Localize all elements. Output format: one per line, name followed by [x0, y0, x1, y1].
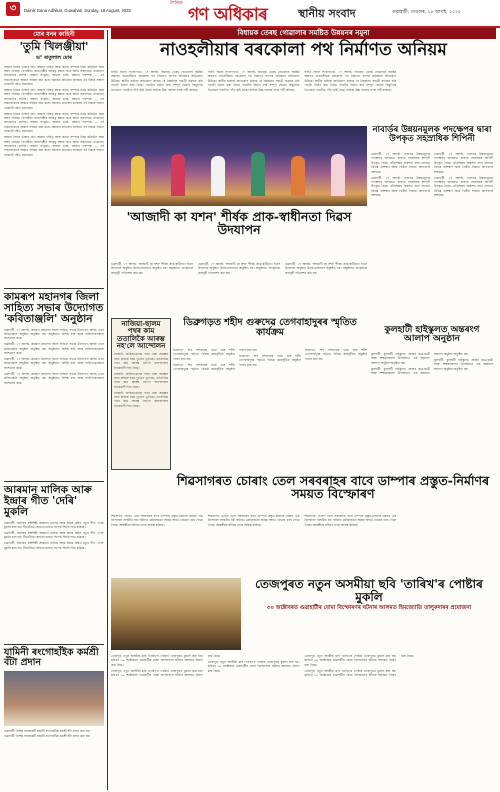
- article-subhead: ৩০ অক্টোবৰত গুৱাহাটীৰ বোমা বিস্ফোৰণৰ ঘটনাৰ আলমত হিমজ্যোতি তালুকদাৰৰ প্ৰযোজনা: [266, 605, 472, 612]
- body-paragraph: গুৱাহাটী: জনপ্ৰিয় কণ্ঠশিল্পী আৰমান মালিক আৰু ইন্দ্ৰাৰ কণ্ঠত নতুন গীত 'দেৰি' মুকলি কৰা হয়। গীতটোৱে শ্ৰোতাৰ মাজত ব্যাপক সঁহাৰি লাভ কৰিছে।: [4, 520, 104, 530]
- body-paragraph: কুলহাটী: কুলহাটী হাইস্কুলত প্ৰাক্তন ছাত্ৰ-ছাত্ৰী আৰু শিক্ষকসকলৰ উপস্থিতিত এক অন্তৰংগ আলাপ অনুষ্ঠান অনুষ্ঠিত হয়।: [434, 357, 493, 371]
- body-paragraph: গুৱাহাটী, ১৭ আগষ্ট: নাবাৰ্ডৰ উন্নয়নমুলক পদক্ষেপৰ জৰিয়তে ৰাজ্যৰ সহস্ৰাধিক শিপিনী উপকৃত হৈছে। তাঁতশিল্পৰ বিকাশৰ বাবে নাবাৰ্ডে বিভিন্ন প্ৰশিক্ষণ আৰু বিত্তীয় সাহায্য আগবঢ়াই আহিছে।: [434, 175, 493, 198]
- divider: [4, 481, 104, 482]
- performer-figure: [131, 156, 145, 196]
- body-paragraph: তেজপুৰ: নতুন অসমীয়া ছবি 'তাৰিখ'ৰ পোষ্টাৰ তেজপুৰত মুকলি কৰা হয়। ছবিখন ৩০ অক্টোবৰৰ গুৱাহাটীৰ বোমা বিস্ফোৰণৰ ঘটনাৰ আলমত নিৰ্মাণ কৰা হৈছে।: [304, 654, 397, 667]
- body-paragraph: গুৱাহাটী, ১৭ আগষ্ট: কামৰূপ মহানগৰ জিলা সাহিত্য সভাৰ উদ্যোগত আজি এখন কবিতাঞ্জলি অনুষ্ঠান অনুষ্ঠিত হয়। অনুষ্ঠানত বিশিষ্ট কবি আৰু সাহিত্যিকসকলে অংশগ্ৰহণ কৰে।: [4, 371, 104, 385]
- nazia-box: [111, 318, 171, 470]
- article-body: [173, 348, 367, 470]
- body-paragraph: ডিব্ৰুগড়: শিখ সম্প্ৰদায়ৰ নৱম গুৰু শহীদ তেগবাহাদুৰৰ স্মৃতিত বিভিন্ন কাৰ্যসূচীৰে অনুষ্ঠান পালন কৰা হয়।: [305, 348, 367, 361]
- body-paragraph: আমাৰ নিজৰ ভাষাৰ প্ৰতি আমাৰ দায়িত্ব আৰু কৰ্তব্য সম্পৰ্কে চিন্তা কৰিবলৈ সময় আহি পৰিছে। খিলঞ্জীয়া জনগোষ্ঠীৰ অস্তিত্ব ৰক্ষাৰ বাবে আমি সকলোৱে একেলগে আগবাঢ়িব লাগিব। আমাৰ সংস্কৃতি, আমাৰ ভাষা, আমাৰ পৰম্পৰা — এই সকলোবোৰে আমাৰ পৰিচয় বহন কৰে। সমাজৰ প্ৰতিজন ব্যক্তিয়ে এই বিষয়ে সজাগ হোৱাটো অতি প্ৰয়োজন।: [4, 135, 104, 157]
- body-paragraph: নগাঁও জিলা সংবাদদাতা, ১৭ আগষ্ট: বিধায়ক তেৰছ গোৱালাৰ সমষ্টিৰ অন্তৰ্গত নাওহলীয়াৰ বৰকোলা পথ নিৰ্মাণত ব্যাপক অনিয়মৰ অভিযোগ উঠিছে। স্থানীয় ৰাইজে অভিযোগ কৰিছে যে নিম্নমানৰ সামগ্ৰী ব্যৱহাৰ কৰি পথটো নিৰ্মাণ কৰা হৈছে। পথটোৰ নিৰ্মাণ কাৰ্য সম্পূৰ্ণ হোৱাৰ কিছুদিনৰ ভিতৰতে পথটোত গাঁত সৃষ্টি হৈছে। ৰাইজে উচ্চ পৰ্যায়ৰ তদন্ত দাবী কৰিছে।: [207, 70, 300, 92]
- body-paragraph: শিৱসাগৰ: চোৰাং তেল সৰবৰাহৰ বাবে ডাম্পাৰ প্ৰস্তুত-নিৰ্মাণৰ সময়ত এক বিস্ফোৰণ সংঘটিত হয়। ঘটনাত কেইবাজনো শ্ৰমিক আহত হোৱাৰ খবৰ পোৱা গৈছে। আৰক্ষীয়ে ঘটনাৰ তদন্ত আৰম্ভ কৰিছে।: [111, 514, 203, 527]
- body-paragraph: গুৱাহাটী, ১৭ আগষ্ট: কামৰূপ মহানগৰ জিলা সাহিত্য সভাৰ উদ্যোগত আজি এখন কবিতাঞ্জলি অনুষ্ঠান অনুষ্ঠিত হয়। অনুষ্ঠানত বিশিষ্ট কবি আৰু সাহিত্যিকসকলে অংশগ্ৰহণ কৰে।: [4, 357, 104, 370]
- article-body: [371, 352, 493, 470]
- kalahati-article: [371, 326, 493, 345]
- page-number: ৩: [6, 2, 20, 16]
- tezpur-article: [245, 578, 493, 613]
- body-paragraph: গুৱাহাটী, ১৭ আগষ্ট: নাবাৰ্ডৰ উন্নয়নমুলক পদক্ষেপৰ জৰিয়তে ৰাজ্যৰ সহস্ৰাধিক শিপিনী উপকৃত হৈছে। তাঁতশিল্পৰ বিকাশৰ বাবে নাবাৰ্ডে বিভিন্ন প্ৰশিক্ষণ আৰু বিত্তীয় সাহায্য আগবঢ়াই আহিছে।: [434, 152, 493, 174]
- body-paragraph: গুৱাহাটী, ১৭ আগষ্ট: 'আজাদী কা যশন' শীৰ্ষক প্ৰাক-স্বাধীনতা দিৱস উদযাপন অনুষ্ঠান উলহ-মালহেৰে অনুষ্ঠিত হয়। অনুষ্ঠানত সাংস্কৃতিক কাৰ্যসূচী পৰিবেশন কৰা হয়।: [198, 262, 280, 275]
- article-body: [111, 654, 493, 788]
- performer-figure: [171, 154, 185, 196]
- body-paragraph: আমাৰ নিজৰ ভাষাৰ প্ৰতি আমাৰ দায়িত্ব আৰু কৰ্তব্য সম্পৰ্কে চিন্তা কৰিবলৈ সময় আহি পৰিছে। খিলঞ্জীয়া জনগোষ্ঠীৰ অস্তিত্ব ৰক্ষাৰ বাবে আমি সকলোৱে একেলগে আগবাঢ়িব লাগিব। আমাৰ সংস্কৃতি, আমাৰ ভাষা, আমাৰ পৰম্পৰা — এই সকলোবোৰে আমাৰ পৰিচয় বহন কৰে। সমাজৰ প্ৰতিজন ব্যক্তিয়ে এই বিষয়ে সজাগ হোৱাটো অতি প্ৰয়োজন।: [4, 64, 104, 87]
- performer-figure: [251, 152, 265, 196]
- body-paragraph: হোজাই: নাজিয়া-ছালম পথৰ বেয়া অৱস্থাৰ বাবে ৰাইজে চৰম দুৰ্ভোগ ভুগিছে। ততালিকৈ পথৰ কাম আৰম্ভ নহ'লে আন্দোলনৰ সতৰ্কবাণী দিয়া হৈছে।: [114, 371, 168, 389]
- article-headline: শিৱসাগৰত চোৰাং তেল সৰবৰাহৰ বাবে ডাম্পাৰ প্ৰস্তুত-নিৰ্মাণৰ সময়ত বিস্ফোৰণ: [176, 473, 490, 502]
- body-paragraph: শিৱসাগৰ: চোৰাং তেল সৰবৰাহৰ বাবে ডাম্পাৰ প্ৰস্তুত-নিৰ্মাণৰ সময়ত এক বিস্ফোৰণ সংঘটিত হয়। ঘটনাত কেইবাজনো শ্ৰমিক আহত হোৱাৰ খবৰ পোৱা গৈছে। আৰক্ষীয়ে ঘটনাৰ তদন্ত আৰম্ভ কৰিছে।: [304, 514, 397, 527]
- body-paragraph: গুৱাহাটী: বিশিষ্ট সমাজকৰ্মী যামিনী ৰংগোহাঁইক কৰ্মশ্ৰী বঁটা প্ৰদান কৰা হয়।: [4, 728, 91, 733]
- article-byline: ড° ৰাতুলাল মোৰ: [36, 54, 72, 61]
- article-headline: যামিনী ৰংগোহাঁইক কৰ্মশ্ৰী বঁটা প্ৰদান: [4, 646, 99, 668]
- body-paragraph: গুৱাহাটী: জনপ্ৰিয় কণ্ঠশিল্পী আৰমান মালিক আৰু ইন্দ্ৰাৰ কণ্ঠত নতুন গীত 'দেৰি' মুকলি কৰা হয়। গীতটোৱে শ্ৰোতাৰ মাজত ব্যাপক সঁহাৰি লাভ কৰিছে।: [4, 530, 104, 540]
- body-paragraph: গুৱাহাটী, ১৭ আগষ্ট: 'আজাদী কা যশন' শীৰ্ষক প্ৰাক-স্বাধীনতা দিৱস উদযাপন অনুষ্ঠান উলহ-মালহেৰে অনুষ্ঠিত হয়। অনুষ্ঠানত সাংস্কৃতিক কাৰ্যসূচী পৰিবেশন কৰা হয়।: [285, 262, 367, 275]
- divider: [4, 644, 104, 645]
- body-paragraph: গুৱাহাটী, ১৭ আগষ্ট: 'আজাদী কা যশন' শীৰ্ষক প্ৰাক-স্বাধীনতা দিৱস উদযাপন অনুষ্ঠান উলহ-মালহেৰে অনুষ্ঠিত হয়। অনুষ্ঠানত সাংস্কৃতিক কাৰ্যসূচী পৰিবেশন কৰা হয়।: [111, 262, 193, 275]
- section-name: স্থানীয় সংবাদ: [298, 7, 356, 20]
- article-body: [4, 729, 104, 789]
- nabard-article: [371, 126, 493, 144]
- masthead-small-label: দৈনিক: [170, 0, 183, 6]
- article-headline: নাবাৰ্ডৰ উন্নয়নমুলক পদক্ষেপৰ দ্বাৰা উপকৃত সহস্ৰাধিক শিপিনী: [372, 125, 492, 144]
- lead-headline: নাওহলীয়াৰ বৰকোলা পথ নিৰ্মাণত অনিয়ম: [160, 40, 447, 60]
- article-headline: 'তুমি খিলঞ্জীয়া': [19, 40, 89, 53]
- article-headline: কুলহাটী হাইস্কুলত অন্তৰংগ আলাপ অনুষ্ঠান: [384, 325, 480, 345]
- article-body: [4, 521, 104, 641]
- divider: [4, 288, 104, 289]
- body-paragraph: হোজাই: নাজিয়া-ছালম পথৰ বেয়া অৱস্থাৰ বাবে ৰাইজে চৰম দুৰ্ভোগ ভুগিছে। ততালিকৈ পথৰ কাম আৰম্ভ নহ'লে আন্দোলনৰ সতৰ্কবাণী দিয়া হৈছে।: [114, 390, 168, 408]
- lead-story: [111, 28, 496, 60]
- body-paragraph: গুৱাহাটী: জনপ্ৰিয় কণ্ঠশিল্পী আৰমান মালিক আৰু ইন্দ্ৰাৰ কণ্ঠত নতুন গীত 'দেৰি' মুকলি কৰা হয়। গীতটোৱে শ্ৰোতাৰ মাজত ব্যাপক সঁহাৰি লাভ কৰিছে।: [4, 541, 104, 550]
- article-body: [114, 352, 168, 462]
- body-paragraph: তেজপুৰ: নতুন অসমীয়া ছবি 'তাৰিখ'ৰ পোষ্টাৰ তেজপুৰত মুকলি কৰা হয়। ছবিখন ৩০ অক্টোবৰৰ গুৱাহাটীৰ বোমা বিস্ফোৰণৰ ঘটনাৰ আলমত নিৰ্মাণ কৰা হৈছে।: [304, 654, 414, 678]
- masthead: [0, 0, 500, 28]
- body-paragraph: আমাৰ নিজৰ ভাষাৰ প্ৰতি আমাৰ দায়িত্ব আৰু কৰ্তব্য সম্পৰ্কে চিন্তা কৰিবলৈ সময় আহি পৰিছে। খিলঞ্জীয়া জনগোষ্ঠীৰ অস্তিত্ব ৰক্ষাৰ বাবে আমি সকলোৱে একেলগে আগবাঢ়িব লাগিব। আমাৰ সংস্কৃতি, আমাৰ ভাষা, আমাৰ পৰম্পৰা — এই সকলোবোৰে আমাৰ পৰিচয় বহন কৰে। সমাজৰ প্ৰতিজন ব্যক্তিয়ে এই বিষয়ে সজাগ হোৱাটো অতি প্ৰয়োজন।: [4, 88, 104, 110]
- body-paragraph: গুৱাহাটী, ১৭ আগষ্ট: নাবাৰ্ডৰ উন্নয়নমুলক পদক্ষেপৰ জৰিয়তে ৰাজ্যৰ সহস্ৰাধিক শিপিনী উপকৃত হৈছে। তাঁতশিল্পৰ বিকাশৰ বাবে নাবাৰ্ডে বিভিন্ন প্ৰশিক্ষণ আৰু বিত্তীয় সাহায্য আগবঢ়াই আহিছে।: [371, 152, 430, 174]
- body-paragraph: আমাৰ নিজৰ ভাষাৰ প্ৰতি আমাৰ দায়িত্ব আৰু কৰ্তব্য সম্পৰ্কে চিন্তা কৰিবলৈ সময় আহি পৰিছে। খিলঞ্জীয়া জনগোষ্ঠীৰ অস্তিত্ব ৰক্ষাৰ বাবে আমি সকলোৱে একেলগে আগবাঢ়িব লাগিব। আমাৰ সংস্কৃতি, আমাৰ ভাষা, আমাৰ পৰম্পৰা — এই সকলোবোৰে আমাৰ পৰিচয় বহন কৰে। সমাজৰ প্ৰতিজন ব্যক্তিয়ে এই বিষয়ে সজাগ হোৱাটো অতি প্ৰয়োজন।: [4, 111, 104, 134]
- cultural-event-photo: [111, 126, 367, 206]
- article-headline: আৰমান মালিক আৰু ইন্দ্ৰাৰ গীত 'দেৰি' মুকলি: [4, 483, 92, 518]
- sibsagar-article: [173, 474, 493, 500]
- article-body: [111, 262, 367, 316]
- body-paragraph: ডিব্ৰুগড়: শিখ সম্প্ৰদায়ৰ নৱম গুৰু শহীদ তেগবাহাদুৰৰ স্মৃতিত বিভিন্ন কাৰ্যসূচীৰে অনুষ্ঠান পালন কৰা হয়।: [173, 348, 235, 361]
- body-paragraph: কুলহাটী: কুলহাটী হাইস্কুলত প্ৰাক্তন ছাত্ৰ-ছাত্ৰী আৰু শিক্ষকসকলৰ উপস্থিতিত এক অন্তৰংগ আলাপ অনুষ্ঠান অনুষ্ঠিত হয়।: [371, 352, 469, 376]
- lead-body: [111, 70, 493, 120]
- body-paragraph: তেজপুৰ: নতুন অসমীয়া ছবি 'তাৰিখ'ৰ পোষ্টাৰ তেজপুৰত মুকলি কৰা হয়। ছবিখন ৩০ অক্টোবৰৰ গুৱাহাটীৰ বোমা বিস্ফোৰণৰ ঘটনাৰ আলমত নিৰ্মাণ কৰা হৈছে।: [111, 654, 203, 667]
- article-headline: নাজিয়া-ছালম পথৰ কাম ততালিকৈ আৰম্ভ নহ'লে আন্দোলন: [116, 320, 166, 351]
- article-kicker: মোৰ মনৰ কাহিনী: [4, 30, 104, 39]
- performer-figure: [331, 154, 345, 196]
- performer-figure: [291, 156, 305, 196]
- masthead-subtitle: Dainik Gana Adhikar, Guwahati, Sunday, 18 August, 2025: [24, 8, 131, 13]
- article-headline: 'আজাদী কা যশন' শীৰ্ষক প্ৰাক-স্বাধীনতা দিৱস উদযাপন: [126, 209, 352, 238]
- column-rule: [107, 30, 108, 790]
- masthead-date: গুৱাহাটী, দেওবাৰ, ১৮ আগষ্ট, ২০২৫: [392, 10, 462, 15]
- body-paragraph: শিৱসাগৰ: চোৰাং তেল সৰবৰাহৰ বাবে ডাম্পাৰ প্ৰস্তুত-নিৰ্মাণৰ সময়ত এক বিস্ফোৰণ সংঘটিত হয়। ঘটনাত কেইবাজনো শ্ৰমিক আহত হোৱাৰ খবৰ পোৱা গৈছে। আৰক্ষীয়ে ঘটনাৰ তদন্ত আৰম্ভ কৰিছে।: [207, 514, 300, 527]
- azadi-article: [111, 210, 367, 236]
- masthead-title: গণ অধিকাৰ: [188, 5, 268, 25]
- body-paragraph: কুলহাটী: কুলহাটী হাইস্কুলত প্ৰাক্তন ছাত্ৰ-ছাত্ৰী আৰু শিক্ষকসকলৰ উপস্থিতিত এক অন্তৰংগ আলাপ অনুষ্ঠান অনুষ্ঠিত হয়।: [371, 352, 430, 365]
- lead-kicker: বিধায়ক তেৰছ গোৱালাৰ সমষ্টিত উন্নয়নৰ নমুনা: [111, 28, 496, 39]
- body-paragraph: ডিব্ৰুগড়: শিখ সম্প্ৰদায়ৰ নৱম গুৰু শহীদ তেগবাহাদুৰৰ স্মৃতিত বিভিন্ন কাৰ্যসূচীৰে অনুষ্ঠান পালন কৰা হয়।: [239, 353, 301, 367]
- performer-figure: [211, 156, 225, 196]
- dibrugarh-article: [173, 318, 367, 338]
- body-paragraph: নগাঁও জিলা সংবাদদাতা, ১৭ আগষ্ট: বিধায়ক তেৰছ গোৱালাৰ সমষ্টিৰ অন্তৰ্গত নাওহলীয়াৰ বৰকোলা পথ নিৰ্মাণত ব্যাপক অনিয়মৰ অভিযোগ উঠিছে। স্থানীয় ৰাইজে অভিযোগ কৰিছে যে নিম্নমানৰ সামগ্ৰী ব্যৱহাৰ কৰি পথটো নিৰ্মাণ কৰা হৈছে। পথটোৰ নিৰ্মাণ কাৰ্য সম্পূৰ্ণ হোৱাৰ কিছুদিনৰ ভিতৰতে পথটোত গাঁত সৃষ্টি হৈছে। ৰাইজে উচ্চ পৰ্যায়ৰ তদন্ত দাবী কৰিছে।: [111, 70, 203, 92]
- body-paragraph: তেজপুৰ: নতুন অসমীয়া ছবি 'তাৰিখ'ৰ পোষ্টাৰ তেজপুৰত মুকলি কৰা হয়। ছবিখন ৩০ অক্টোবৰৰ গুৱাহাটীৰ বোমা বিস্ফোৰণৰ ঘটনাৰ আলমত নিৰ্মাণ কৰা হৈছে।: [207, 659, 300, 673]
- body-paragraph: হোজাই: নাজিয়া-ছালম পথৰ বেয়া অৱস্থাৰ বাবে ৰাইজে চৰম দুৰ্ভোগ ভুগিছে। ততালিকৈ পথৰ কাম আৰম্ভ নহ'লে আন্দোলনৰ সতৰ্কবাণী দিয়া হৈছে।: [114, 352, 168, 370]
- body-paragraph: গুৱাহাটী, ১৭ আগষ্ট: নাবাৰ্ডৰ উন্নয়নমুলক পদক্ষেপৰ জৰিয়তে ৰাজ্যৰ সহস্ৰাধিক শিপিনী উপকৃত হৈছে। তাঁতশিল্পৰ বিকাশৰ বাবে নাবাৰ্ডে বিভিন্ন প্ৰশিক্ষণ আৰু বিত্তীয় সাহায্য আগবঢ়াই আহিছে।: [371, 175, 430, 198]
- body-paragraph: গুৱাহাটী, ১৭ আগষ্ট: কামৰূপ মহানগৰ জিলা সাহিত্য সভাৰ উদ্যোগত আজি এখন কবিতাঞ্জলি অনুষ্ঠান অনুষ্ঠিত হয়। অনুষ্ঠানত বিশিষ্ট কবি আৰু সাহিত্যিকসকলে অংশগ্ৰহণ কৰে।: [4, 327, 104, 341]
- body-paragraph: নগাঁও জিলা সংবাদদাতা, ১৭ আগষ্ট: বিধায়ক তেৰছ গোৱালাৰ সমষ্টিৰ অন্তৰ্গত নাওহলীয়াৰ বৰকোলা পথ নিৰ্মাণত ব্যাপক অনিয়মৰ অভিযোগ উঠিছে। স্থানীয় ৰাইজে অভিযোগ কৰিছে যে নিম্নমানৰ সামগ্ৰী ব্যৱহাৰ কৰি পথটো নিৰ্মাণ কৰা হৈছে। পথটোৰ নিৰ্মাণ কাৰ্য সম্পূৰ্ণ হোৱাৰ কিছুদিনৰ ভিতৰতে পথটোত গাঁত সৃষ্টি হৈছে। ৰাইজে উচ্চ পৰ্যায়ৰ তদন্ত দাবী কৰিছে।: [304, 70, 397, 92]
- body-paragraph: গুৱাহাটী: বিশিষ্ট সমাজকৰ্মী যামিনী ৰংগোহাঁইক কৰ্মশ্ৰী বঁটা প্ৰদান কৰা হয়।: [4, 734, 91, 739]
- article-headline: ডিব্ৰুগড়ত শহীদ গুৰুদেৱ তেগবাহাদুৰৰ স্মৃতিত কাৰ্যক্ৰম: [183, 317, 357, 338]
- article-body: [111, 514, 493, 574]
- body-paragraph: গুৱাহাটী, ১৭ আগষ্ট: কামৰূপ মহানগৰ জিলা সাহিত্য সভাৰ উদ্যোগত আজি এখন কবিতাঞ্জলি অনুষ্ঠান অনুষ্ঠিত হয়। অনুষ্ঠানত বিশিষ্ট কবি আৰু সাহিত্যিকসকলে অংশগ্ৰহণ কৰে।: [4, 342, 104, 356]
- article-body: [4, 65, 104, 285]
- article-headline: তেজপুৰত নতুন অসমীয়া ছবি 'তাৰিখ'ৰ পোষ্টাৰ মুকলি: [255, 577, 483, 604]
- article-headline: কামৰূপ মহানগৰ জিলা সাহিত্য সভাৰ উদ্যোগত 'কবিতাঞ্জলি' অনুষ্ঠান: [4, 290, 104, 325]
- poster-launch-photo: [111, 578, 241, 650]
- body-paragraph: তেজপুৰ: নতুন অসমীয়া ছবি 'তাৰিখ'ৰ পোষ্টাৰ তেজপুৰত মুকলি কৰা হয়। ছবিখন ৩০ অক্টোবৰৰ গুৱাহাটীৰ বোমা বিস্ফোৰণৰ ঘটনাৰ আলমত নিৰ্মাণ কৰা হৈছে।: [111, 654, 221, 678]
- left-column: [4, 30, 104, 792]
- article-body: [4, 328, 104, 478]
- article-body: [371, 152, 493, 322]
- event-photo: [4, 671, 104, 726]
- body-paragraph: ডিব্ৰুগড়: শিখ সম্প্ৰদায়ৰ নৱম গুৰু শহীদ তেগবাহাদুৰৰ স্মৃতিত বিভিন্ন কাৰ্যসূচীৰে অনুষ্ঠান পালন কৰা হয়।: [173, 348, 257, 372]
